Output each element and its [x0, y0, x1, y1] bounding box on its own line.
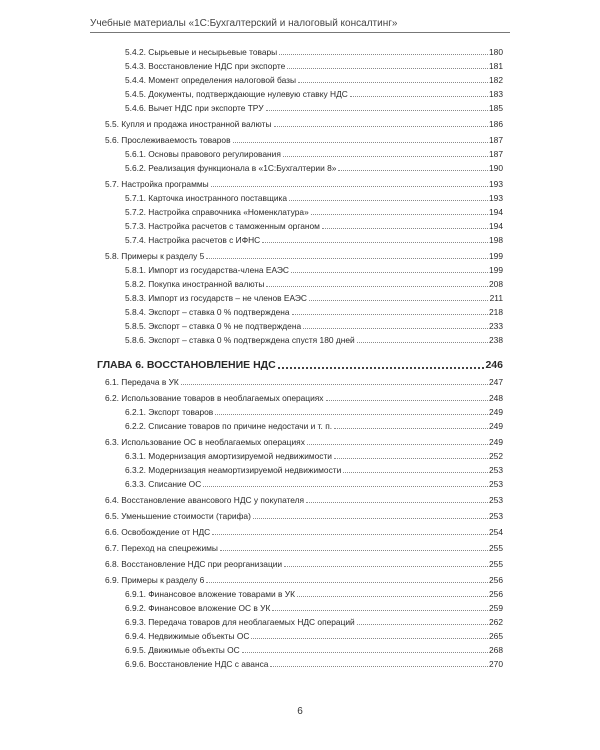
toc-entry-page: 186 — [489, 119, 503, 129]
toc-entry — [105, 575, 503, 585]
toc-entry-title: 5.4.3. Восстановление НДС при экспорте — [125, 61, 286, 71]
toc-entry-page: 238 — [489, 335, 503, 345]
toc-entry — [105, 465, 503, 475]
toc-entry-title: 6.2. Использование товаров в необлагаемых операциях — [105, 393, 324, 403]
dot-leader — [326, 400, 489, 401]
toc-entry-page: 254 — [489, 527, 503, 537]
toc-entry-title: 6.9.4. Недвижимые объекты ОС — [125, 631, 250, 641]
toc-entry-title: 5.4.4. Момент определения налоговой базы — [125, 75, 297, 85]
toc-entry-title: 5.4.2. Сырьевые и несырьевые товары — [125, 47, 278, 57]
toc-entry-title: 5.8.6. Экспорт – ставка 0 % подтверждена спустя 180 дней — [125, 335, 355, 345]
toc-entry — [105, 479, 503, 489]
dot-leader — [291, 272, 488, 273]
toc-entry-page: 249 — [489, 407, 503, 417]
toc-entry — [105, 321, 503, 331]
toc-entry-page: 233 — [489, 321, 503, 331]
dot-leader — [334, 458, 488, 459]
dot-leader — [298, 82, 488, 83]
toc-entry-page: 211 — [489, 293, 503, 303]
toc-entry-title: 5.4.5. Документы, подтверждающие нулевую ставку НДС — [125, 89, 348, 99]
table-of-contents — [97, 47, 503, 669]
toc-entry-page: 259 — [489, 603, 503, 613]
toc-entry-page: 194 — [489, 221, 503, 231]
toc-entry — [105, 377, 503, 387]
toc-entry-title: 5.6.2. Реализация функционала в «1С:Бухгалтерии 8» — [125, 163, 337, 173]
toc-entry — [105, 603, 503, 613]
toc-entry — [105, 543, 503, 553]
dot-leader — [350, 96, 488, 97]
dot-leader — [338, 170, 488, 171]
toc-entry-title: 5.6.1. Основы правового регулирования — [125, 149, 281, 159]
toc-entry-page: 255 — [489, 559, 503, 569]
dot-leader — [203, 486, 488, 487]
dot-leader — [266, 110, 488, 111]
dot-leader — [272, 610, 488, 611]
dot-leader — [357, 342, 488, 343]
toc-entry — [105, 451, 503, 461]
toc-entry — [105, 251, 503, 261]
toc-entry-title: 5.7.2. Настройка справочника «Номенклатура» — [125, 207, 309, 217]
dot-leader — [287, 68, 488, 69]
toc-entry — [105, 221, 503, 231]
toc-entry — [105, 235, 503, 245]
dot-leader — [279, 54, 488, 55]
dot-leader — [284, 566, 488, 567]
toc-entry-title: 6.2.1. Экспорт товаров — [125, 407, 214, 417]
toc-entry-page: 270 — [489, 659, 503, 669]
toc-entry — [105, 495, 503, 505]
dot-leader — [297, 596, 488, 597]
toc-entry — [105, 207, 503, 217]
toc-entry — [105, 631, 503, 641]
toc-entry-page: 248 — [489, 393, 503, 403]
toc-entry-title: 5.8.3. Импорт из государств – не членов ЕАЭС — [125, 293, 307, 303]
dot-leader — [253, 518, 488, 519]
dot-leader — [262, 242, 488, 243]
toc-entry — [105, 103, 503, 113]
toc-entry-page: 185 — [489, 103, 503, 113]
toc-entry — [105, 421, 503, 431]
toc-entry-page: 199 — [489, 251, 503, 261]
dot-leader — [289, 200, 488, 201]
toc-entry-page: 253 — [489, 479, 503, 489]
toc-entry — [105, 393, 503, 403]
toc-entry-title: 6.4. Восстановление авансового НДС у покупателя — [105, 495, 305, 505]
dot-leader — [357, 624, 488, 625]
dot-leader — [303, 328, 488, 329]
toc-entry-page: 256 — [489, 589, 503, 599]
dot-leader — [206, 582, 488, 583]
dot-leader — [334, 428, 488, 429]
toc-entry — [105, 293, 503, 303]
dot-leader — [181, 384, 488, 385]
dot-leader — [311, 214, 488, 215]
toc-entry-title: 6.9.3. Передача товаров для необлагаемых НДС операций — [125, 617, 355, 627]
toc-entry-page: 187 — [489, 149, 503, 159]
toc-entry — [105, 511, 503, 521]
toc-entry-title: 6.2.2. Списание товаров по причине недостачи и т. п. — [125, 421, 333, 431]
toc-entry-page: 198 — [489, 235, 503, 245]
toc-entry — [105, 645, 503, 655]
toc-entry-title: 5.7.4. Настройка расчетов с ИФНС — [125, 235, 261, 245]
dot-leader — [307, 444, 488, 445]
toc-entry-page: 252 — [489, 451, 503, 461]
toc-entry-title: 5.5. Купля и продажа иностранной валюты — [105, 119, 272, 129]
toc-entry-page: 190 — [489, 163, 503, 173]
toc-entry-page: 249 — [489, 421, 503, 431]
toc-entry-title: 5.8. Примеры к разделу 5 — [105, 251, 205, 261]
dot-leader — [283, 156, 488, 157]
toc-entry-page: 246 — [485, 359, 503, 371]
toc-entry-title: 6.5. Уменьшение стоимости (тарифа) — [105, 511, 251, 521]
toc-entry-page: 218 — [489, 307, 503, 317]
dot-leader — [266, 286, 488, 287]
toc-entry-title: 6.9.2. Финансовое вложение ОС в УК — [125, 603, 271, 613]
dot-leader — [278, 367, 485, 369]
toc-entry-page: 180 — [489, 47, 503, 57]
dot-leader — [242, 652, 488, 653]
toc-entry-page: 255 — [489, 543, 503, 553]
toc-entry — [105, 307, 503, 317]
toc-entry — [105, 265, 503, 275]
toc-entry — [105, 279, 503, 289]
toc-entry-page: 199 — [489, 265, 503, 275]
toc-entry-page: 187 — [489, 135, 503, 145]
toc-entry-title: 5.7.1. Карточка иностранного поставщика — [125, 193, 288, 203]
toc-entry-title: 6.9.1. Финансовое вложение товарами в УК — [125, 589, 295, 599]
toc-entry-page: 247 — [489, 377, 503, 387]
toc-entry-page: 181 — [489, 61, 503, 71]
toc-chapter-entry — [97, 359, 503, 371]
toc-entry — [105, 407, 503, 417]
toc-entry — [105, 659, 503, 669]
toc-entry-page: 183 — [489, 89, 503, 99]
toc-entry — [105, 559, 503, 569]
toc-entry-title: ГЛАВА 6. ВОССТАНОВЛЕНИЕ НДС — [97, 359, 276, 371]
toc-entry — [105, 47, 503, 57]
toc-entry-page: 253 — [489, 495, 503, 505]
toc-entry-page: 194 — [489, 207, 503, 217]
toc-entry-title: 6.3. Использование ОС в необлагаемых операциях — [105, 437, 305, 447]
dot-leader — [211, 186, 488, 187]
toc-entry-title: 6.3.3. Списание ОС — [125, 479, 202, 489]
toc-entry-title: 5.7. Настройка программы — [105, 179, 209, 189]
dot-leader — [220, 550, 488, 551]
toc-entry — [105, 75, 503, 85]
toc-entry-page: 182 — [489, 75, 503, 85]
dot-leader — [233, 142, 488, 143]
dot-leader — [215, 414, 488, 415]
dot-leader — [212, 534, 488, 535]
dot-leader — [292, 314, 488, 315]
toc-entry-title: 5.8.2. Покупка иностранной валюты — [125, 279, 265, 289]
toc-entry — [105, 179, 503, 189]
toc-entry — [105, 163, 503, 173]
toc-entry-title: 6.9. Примеры к разделу 6 — [105, 575, 205, 585]
toc-entry-title: 6.9.6. Восстановление НДС с аванса — [125, 659, 269, 669]
dot-leader — [251, 638, 488, 639]
toc-entry-page: 256 — [489, 575, 503, 585]
toc-entry-page: 249 — [489, 437, 503, 447]
toc-entry-page: 193 — [489, 193, 503, 203]
toc-entry-title: 6.3.2. Модернизация неамортизируемой недвижимости — [125, 465, 342, 475]
toc-entry — [105, 89, 503, 99]
dot-leader — [306, 502, 488, 503]
toc-entry — [105, 527, 503, 537]
dot-leader — [206, 258, 488, 259]
dot-leader — [309, 300, 488, 301]
toc-entry-title: 6.8. Восстановление НДС при реорганизации — [105, 559, 283, 569]
toc-entry-title: 5.4.6. Вычет НДС при экспорте ТРУ — [125, 103, 264, 113]
toc-entry-title: 5.6. Прослеживаемость товаров — [105, 135, 231, 145]
toc-entry-title: 6.7. Переход на спецрежимы — [105, 543, 218, 553]
toc-entry — [105, 119, 503, 129]
running-header: Учебные материалы «1С:Бухгалтерский и налоговый консалтинг» — [90, 18, 510, 33]
page-number: 6 — [297, 706, 303, 717]
dot-leader — [322, 228, 488, 229]
dot-leader — [343, 472, 488, 473]
toc-entry-page: 193 — [489, 179, 503, 189]
dot-leader — [274, 126, 488, 127]
toc-entry-page: 253 — [489, 511, 503, 521]
toc-entry — [105, 193, 503, 203]
toc-entry-title: 6.6. Освобождение от НДС — [105, 527, 211, 537]
toc-entry — [105, 135, 503, 145]
toc-entry — [105, 335, 503, 345]
toc-entry-page: 268 — [489, 645, 503, 655]
toc-entry-title: 6.9.5. Движимые объекты ОС — [125, 645, 240, 655]
dot-leader — [270, 666, 488, 667]
toc-entry-title: 5.8.5. Экспорт – ставка 0 % не подтверждена — [125, 321, 302, 331]
toc-entry-title: 5.8.1. Импорт из государства-члена ЕАЭС — [125, 265, 289, 275]
toc-entry — [105, 617, 503, 627]
toc-entry-title: 6.1. Передача в УК — [105, 377, 179, 387]
toc-entry-page: 265 — [489, 631, 503, 641]
toc-entry-page: 253 — [489, 465, 503, 475]
toc-entry — [105, 149, 503, 159]
toc-entry-title: 5.7.3. Настройка расчетов с таможенным органом — [125, 221, 320, 231]
toc-entry — [105, 437, 503, 447]
toc-entry-title: 6.3.1. Модернизация амортизируемой недвижимости — [125, 451, 332, 461]
toc-entry — [105, 61, 503, 71]
toc-entry-title: 5.8.4. Экспорт – ставка 0 % подтверждена — [125, 307, 290, 317]
toc-entry-page: 208 — [489, 279, 503, 289]
toc-entry — [105, 589, 503, 599]
toc-entry-page: 262 — [489, 617, 503, 627]
